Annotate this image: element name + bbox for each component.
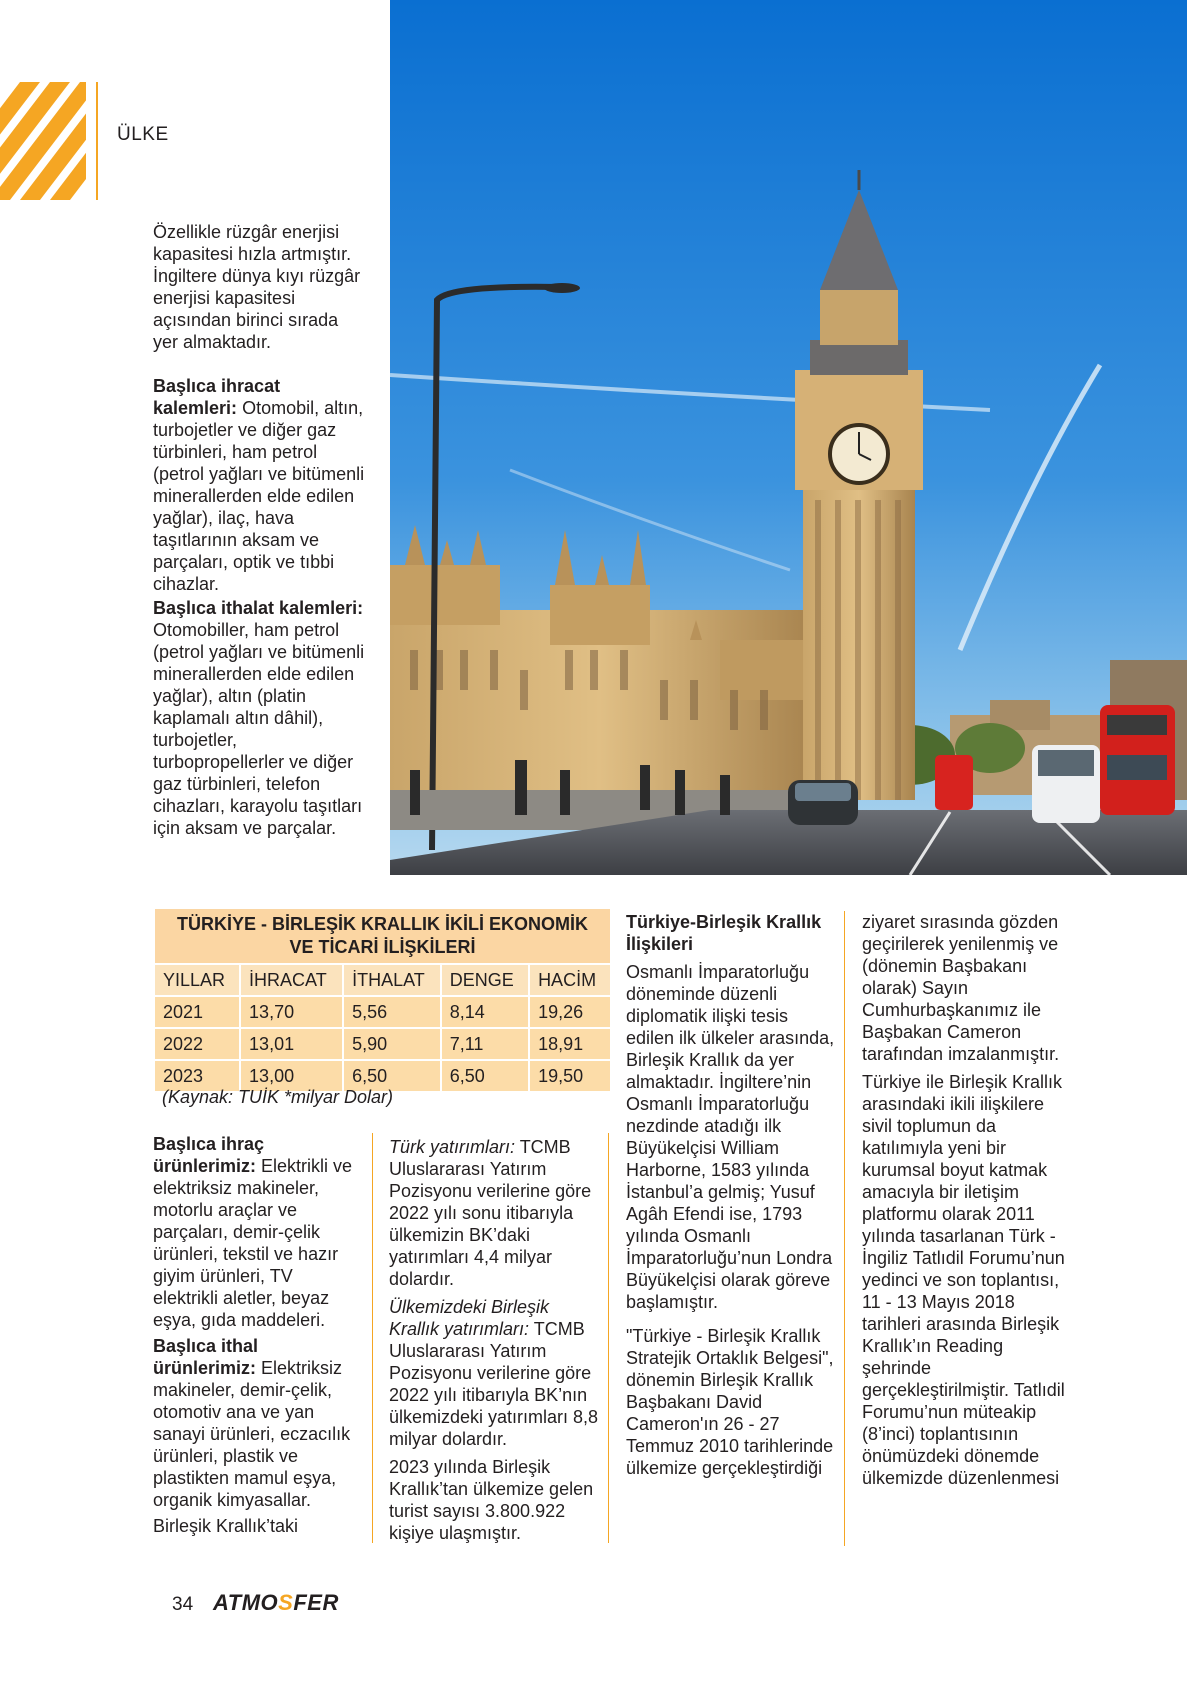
export-items-paragraph <box>153 375 368 595</box>
turkish-investments-text: TCMB Uluslararası Yatırım Pozisyonu verilerine göre 2022 yılı sonu itibarıyla ülkemizin BK’daki yatırımları 4,4 milyar dolardır. <box>389 1137 592 1289</box>
table-source-note: (Kaynak: TUİK *milyar Dolar) <box>162 1087 394 1107</box>
table-cell: 19,26 <box>528 997 610 1027</box>
table-cell: 6,50 <box>440 1061 528 1091</box>
section-label: ÜLKE <box>117 124 169 145</box>
column-header: İTHALAT <box>342 965 440 995</box>
left-top-column <box>153 221 368 839</box>
export-items-heading: Başlıca ihracat kalemleri: <box>153 376 281 418</box>
table-row <box>155 1029 610 1059</box>
relations-paragraph-2: "Türkiye - Birleşik Krallık Stratejik Ortaklık Belgesi", dönemin Birleşik Krallık Başbakanı David Cameron'ın 26 - 27 Temmuz 2010 tarihlerinde ülkemize gerçekleştirdiği <box>626 1326 834 1478</box>
brand-text-b: FER <box>293 1590 339 1615</box>
trade-relations-table <box>155 907 610 1093</box>
table-cell: 6,50 <box>342 1061 440 1091</box>
uk-investments-text: TCMB Uluslararası Yatırım Pozisyonu verilerine göre 2022 yılı itibarıyla BK’nın ülkemizdeki yatırımları 8,8 milyar dolardır. <box>389 1319 599 1449</box>
relations-paragraph-1: Osmanlı İmparatorluğu döneminde düzenli diplomatik ilişki tesis edilen ilk ülkeler arasında, Birleşik Krallık da yer almaktadır. İngiltere’nin Osmanlı İmparatorluğu nezdinde atadığı ilk Büyükelçisi William Harborne, 1583 yılında İstanbul’a gelmiş; Yusuf Agâh Efendi ise, 1793 yılında Osmanlı İmparatorluğu’nun Londra Büyükelçisi olarak göreve başlamıştır. <box>626 962 835 1312</box>
table-cell: 2021 <box>155 997 239 1027</box>
table-title-line2: VE TİCARİ İLİŞKİLERİ <box>289 937 476 957</box>
table-header-row <box>155 965 610 995</box>
import-products-heading: Başlıca ithal ürünlerimiz: <box>153 1336 259 1378</box>
table-cell: 13,00 <box>239 1061 342 1091</box>
relations-heading: Türkiye-Birleşik Krallık İlişkileri <box>626 912 822 954</box>
table-cell: 13,01 <box>239 1029 342 1059</box>
column-header: İHRACAT <box>239 965 342 995</box>
turkish-investments-lead: Türk yatırımları: <box>389 1137 516 1157</box>
export-products-heading: Başlıca ihraç ürünlerimiz: <box>153 1134 265 1176</box>
decorative-stripes <box>0 82 86 200</box>
column-header: DENGE <box>440 965 528 995</box>
column-divider <box>608 1133 609 1543</box>
visit-paragraph: ziyaret sırasında gözden geçirilerek yenilenmiş ve (dönemin Başbakanı olarak) Sayın Cumhurbaşkanımız ile Başbakan Cameron tarafından imzalanmıştır. <box>862 912 1060 1064</box>
import-products-paragraph <box>153 1335 361 1511</box>
uk-investments-lead: Ülkemizdeki Birleşik Krallık yatırımları: <box>389 1297 550 1339</box>
tourist-paragraph: 2023 yılında Birleşik Krallık’tan ülkemize gelen turist sayısı 3.800.922 kişiye ulaşmıştır. <box>389 1457 594 1543</box>
forum-paragraph: Türkiye ile Birleşik Krallık arasındaki ikili ilişkilere sivil toplumun da katılımıyla yeni bir kurumsal boyut katmak amacıyla bir iletişim platformu olarak 2011 yılında tasarlanan Türk - İngiliz Tatlıdil Forumu’nun yedinci ve son toplantısı, 11 - 13 Mayıs 2018 tarihleri arasında Birleşik Krallık’ın Reading şehrinde gerçekleştirilmiştir. Tatlıdil Forumu’nun müteakip (8’inci) toplantısının önümüzdeki dönemde ülkemizde düzenlenmesi <box>862 1072 1065 1488</box>
column-1 <box>153 1133 361 1537</box>
column-divider <box>844 911 845 1546</box>
brand-text-s: S <box>278 1590 294 1615</box>
column-3 <box>626 911 841 1479</box>
table-cell: 7,11 <box>440 1029 528 1059</box>
export-products-text: Elektrikli ve elektriksiz makineler, motorlu araçlar ve parçaları, demir-çelik ürünleri, tekstil ve hazır giyim ürünleri, TV elektrikli aletler, beyaz eşya, gıda maddeleri. <box>153 1156 353 1330</box>
brand-logo <box>213 1590 339 1616</box>
table-cell: 2023 <box>155 1061 239 1091</box>
export-products-paragraph <box>153 1133 361 1331</box>
column-2 <box>389 1136 599 1544</box>
import-products-text: Elektriksiz makineler, demir-çelik, otomotiv ana ve yan sanayi ürünleri, eczacılık ürünleri, plastik ve plastikten mamul eşya, organik kimyasallar. <box>153 1358 351 1510</box>
column-divider <box>372 1133 373 1543</box>
turkish-investments-paragraph <box>389 1136 599 1290</box>
intro-paragraph: Özellikle rüzgâr enerjisi kapasitesi hızla artmıştır. İngiltere dünya kıyı rüzgâr enerjisi kapasitesi açısından birinci sırada yer almaktadır. <box>153 222 361 352</box>
table-cell: 2022 <box>155 1029 239 1059</box>
import-items-paragraph <box>153 597 368 839</box>
table-row <box>155 997 610 1027</box>
table-cell: 19,50 <box>528 1061 610 1091</box>
import-items-heading: Başlıca ithalat kalemleri: <box>153 598 364 618</box>
table-cell: 18,91 <box>528 1029 610 1059</box>
table-cell: 13,70 <box>239 997 342 1027</box>
export-items-text: Otomobil, altın, turbojetler ve diğer gaz türbinleri, ham petrol (petrol yağları ve bitümenli minerallerden elde edilen yağlar), ilaç, hava taşıtlarının aksam ve parçaları, optik ve tıbbi cihazlar. <box>153 398 365 594</box>
column-4 <box>862 911 1077 1489</box>
table-cell: 5,90 <box>342 1029 440 1059</box>
column-header: HACİM <box>528 965 610 995</box>
table-cell: 8,14 <box>440 997 528 1027</box>
import-items-text: Otomobiller, ham petrol (petrol yağları ve bitümenli minerallerden elde edilen yağlar), altın (platin kaplamalı altın dâhil), turbojetler, turbopropellerler ve diğer gaz türbinleri, telefon cihazları, karayolu taşıtları için aksam ve parçalar. <box>153 620 365 838</box>
table-cell: 5,56 <box>342 997 440 1027</box>
table-title-line1: TÜRKİYE - BİRLEŞİK KRALLIK İKİLİ EKONOMİK <box>177 914 588 934</box>
header-divider <box>96 82 98 200</box>
brand-text-a: ATMO <box>213 1590 279 1615</box>
uk-investments-paragraph <box>389 1296 599 1450</box>
page-number: 34 <box>172 1594 194 1615</box>
big-ben-photo <box>390 0 1187 875</box>
column-header: YILLAR <box>155 965 239 995</box>
uk-paragraph: Birleşik Krallık’taki <box>153 1516 299 1536</box>
table-title <box>155 909 610 963</box>
